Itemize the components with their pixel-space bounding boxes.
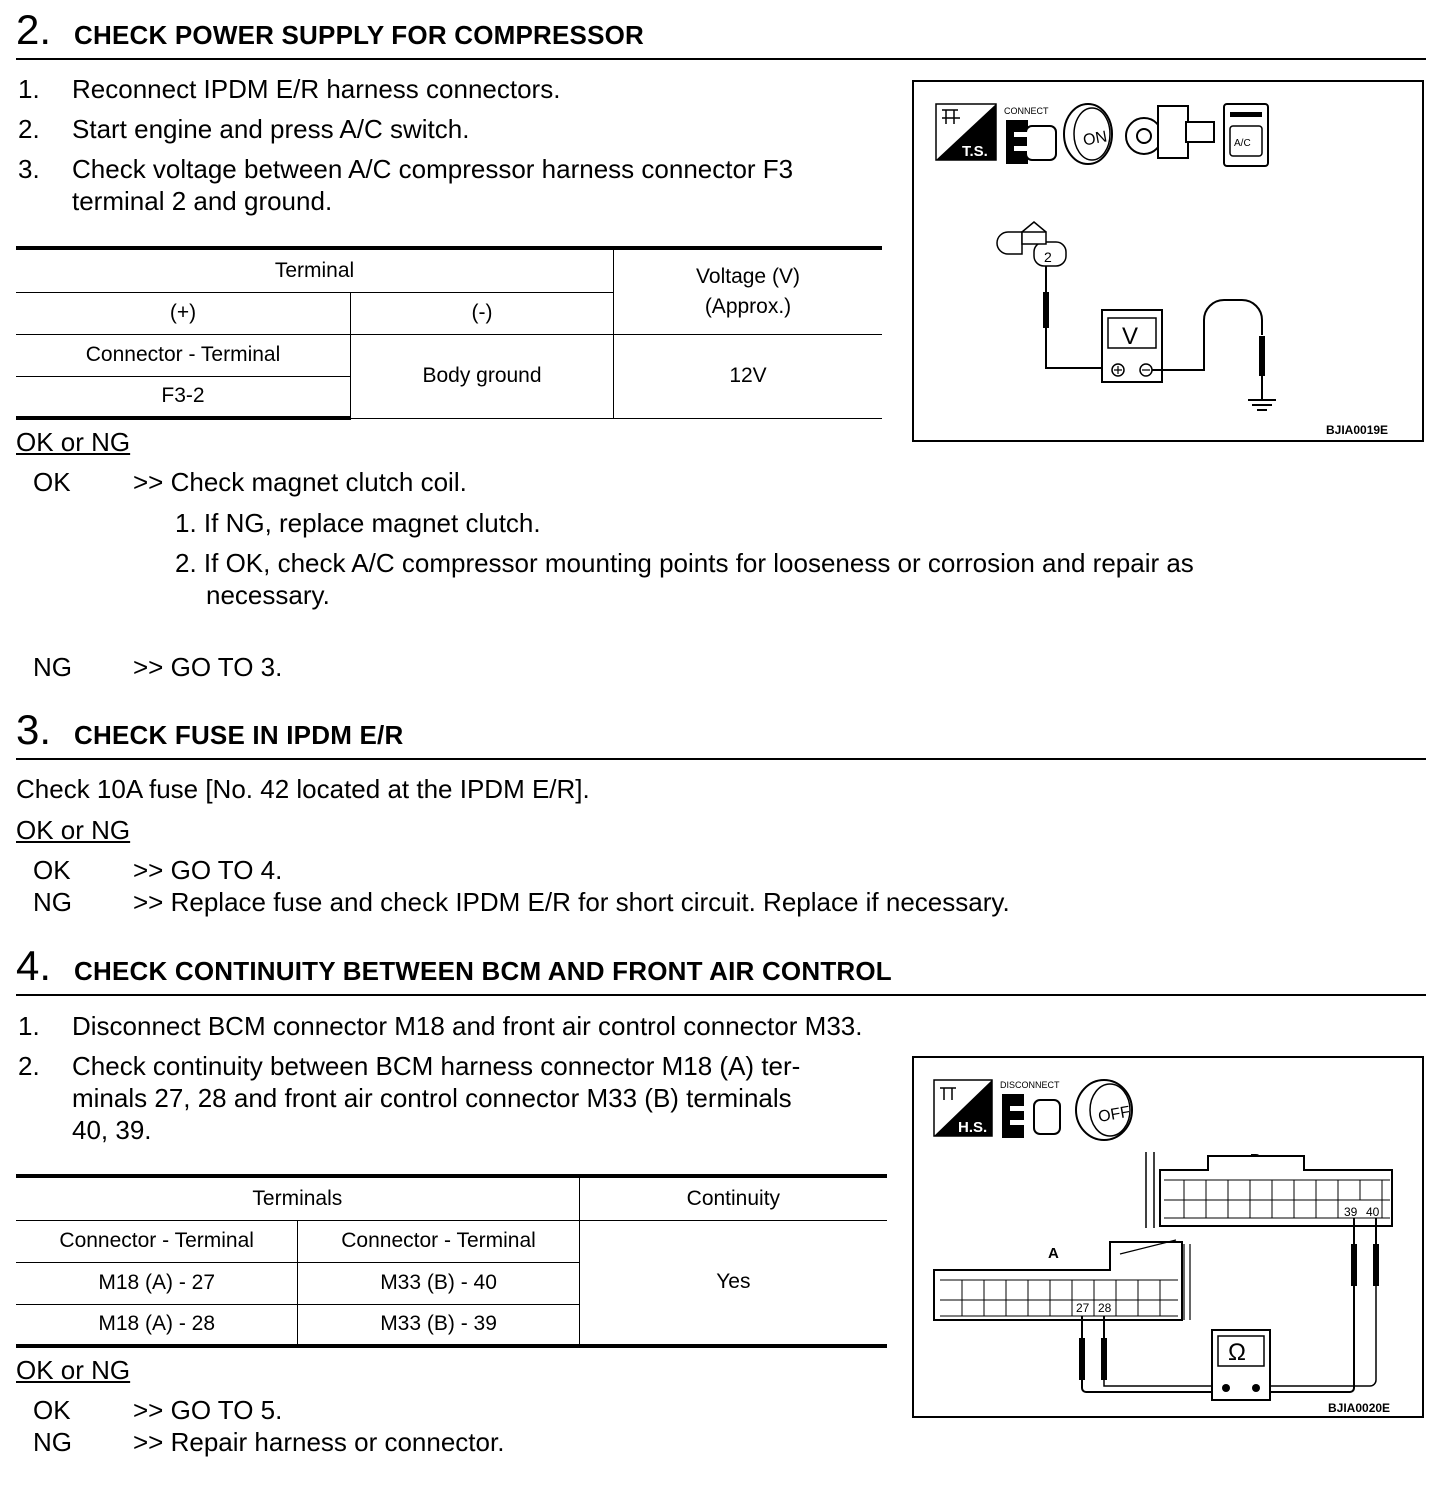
col2-header: Connector - Terminal bbox=[298, 1220, 579, 1262]
step-number: 2. bbox=[18, 1051, 40, 1081]
step-text: Check voltage between A/C compressor harness connector F3 bbox=[72, 154, 794, 184]
harness-connector-f3 bbox=[997, 222, 1066, 266]
ok-label: OK bbox=[33, 1395, 71, 1425]
ok-label: OK bbox=[33, 467, 71, 497]
ng-label: NG bbox=[33, 887, 72, 917]
row2-b-cell: M33 (B) - 39 bbox=[298, 1304, 579, 1346]
conn-term-header: Connector - Terminal bbox=[16, 334, 351, 376]
step-number: 1. bbox=[18, 1011, 40, 1041]
step-text: minals 27, 28 and front air control connector M33 (B) terminals bbox=[72, 1083, 792, 1113]
ok-or-ng-label: OK or NG bbox=[16, 427, 131, 457]
ground-symbol bbox=[1248, 400, 1276, 410]
voltmeter-label: V bbox=[1122, 323, 1139, 350]
ng-text: >> Repair harness or connector. bbox=[133, 1427, 505, 1457]
continuity-table bbox=[16, 1174, 887, 1348]
row1-a-cell: M18 (A) - 27 bbox=[16, 1262, 298, 1304]
step-text: Start engine and press A/C switch. bbox=[72, 114, 470, 144]
section-2-number: 2. bbox=[16, 6, 52, 53]
continuity-header: Continuity bbox=[579, 1176, 887, 1220]
ng-label: NG bbox=[33, 652, 72, 682]
voltmeter-icon bbox=[1102, 310, 1162, 382]
voltage-header-line2: (Approx.) bbox=[704, 294, 792, 318]
ng-text: >> GO TO 3. bbox=[133, 652, 283, 682]
step-text: Disconnect BCM connector M18 and front air control connector M33. bbox=[72, 1011, 863, 1041]
ignition-off-icon bbox=[1076, 1080, 1132, 1140]
terminal-2-label: 2 bbox=[1044, 249, 1052, 265]
step-text: terminal 2 and ground. bbox=[72, 186, 333, 216]
continuity-check-diagram bbox=[914, 1058, 1422, 1416]
plus-header: (+) bbox=[16, 292, 351, 334]
minus-header: (-) bbox=[351, 292, 614, 334]
ohmmeter-label: Ω bbox=[1228, 1339, 1246, 1366]
figure-code: BJIA0020E bbox=[1328, 1401, 1391, 1415]
probe-b-39 bbox=[1351, 1244, 1357, 1286]
voltage-header-line1: Voltage (V) bbox=[696, 264, 800, 288]
on-label: ON bbox=[1081, 128, 1109, 150]
section-3-title: CHECK FUSE IN IPDM E/R bbox=[74, 720, 404, 750]
section-4-header bbox=[16, 942, 1426, 996]
ac-switch-icon bbox=[1224, 104, 1268, 166]
ts-label: T.S. bbox=[962, 143, 988, 160]
disconnect-label: DISCONNECT bbox=[1000, 1080, 1060, 1090]
ng-text: >> Replace fuse and check IPDM E/R for short circuit. Replace if necessary. bbox=[133, 887, 1010, 917]
body-ground-cell: Body ground bbox=[351, 334, 614, 418]
connector-b bbox=[1146, 1152, 1392, 1228]
probe-right bbox=[1259, 336, 1265, 376]
probe-a-28 bbox=[1101, 1338, 1107, 1380]
ok-text: >> GO TO 4. bbox=[133, 855, 283, 885]
ok-sub-step-cont: necessary. bbox=[206, 580, 330, 610]
hs-icon bbox=[934, 1080, 992, 1136]
step-number: 3. bbox=[18, 154, 40, 184]
probe-left bbox=[1043, 292, 1049, 328]
section-4-title: CHECK CONTINUITY BETWEEN BCM AND FRONT AIR CONTROL bbox=[74, 956, 892, 986]
ignition-on-icon bbox=[1064, 104, 1112, 164]
disconnect-icon bbox=[1000, 1080, 1060, 1138]
ok-text: >> GO TO 5. bbox=[133, 1395, 283, 1425]
engine-running-icon bbox=[1126, 106, 1214, 158]
section-3-body: Check 10A fuse [No. 42 located at the IPDM E/R]. bbox=[16, 774, 590, 804]
row1-b-cell: M33 (B) - 40 bbox=[298, 1262, 579, 1304]
off-label: OFF bbox=[1096, 1103, 1132, 1126]
section-4-number: 4. bbox=[16, 942, 52, 989]
connector-a-label: A bbox=[1048, 1245, 1059, 1262]
section-2-title: CHECK POWER SUPPLY FOR COMPRESSOR bbox=[74, 20, 645, 50]
voltage-check-figure bbox=[912, 80, 1424, 442]
ng-label: NG bbox=[33, 1427, 72, 1457]
figure-code: BJIA0019E bbox=[1326, 423, 1389, 437]
ts-icon bbox=[936, 104, 996, 160]
step-number: 2. bbox=[18, 114, 40, 144]
step-text: 40, 39. bbox=[72, 1115, 152, 1145]
term-40-label: 40 bbox=[1366, 1205, 1380, 1219]
connect-label: CONNECT bbox=[1004, 106, 1049, 116]
col1-header: Connector - Terminal bbox=[16, 1220, 298, 1262]
step-text: Check continuity between BCM harness connector M18 (A) ter- bbox=[72, 1051, 801, 1081]
term-28-label: 28 bbox=[1098, 1301, 1112, 1315]
voltage-value-cell: 12V bbox=[614, 334, 883, 418]
step-text: Reconnect IPDM E/R harness connectors. bbox=[72, 74, 561, 104]
continuity-value-cell: Yes bbox=[579, 1220, 887, 1346]
terminals-header: Terminals bbox=[16, 1176, 579, 1220]
ok-text: >> Check magnet clutch coil. bbox=[133, 467, 467, 497]
connector-a bbox=[934, 1240, 1190, 1320]
section-3-number: 3. bbox=[16, 706, 52, 753]
step-number: 1. bbox=[18, 74, 40, 104]
section-2-header bbox=[16, 6, 1426, 60]
voltage-check-diagram bbox=[914, 82, 1422, 440]
term-39-label: 39 bbox=[1344, 1205, 1358, 1219]
voltage-header bbox=[614, 248, 883, 334]
ok-label: OK bbox=[33, 855, 71, 885]
ok-sub-step: 1. If NG, replace magnet clutch. bbox=[175, 508, 541, 538]
row2-a-cell: M18 (A) - 28 bbox=[16, 1304, 298, 1346]
plus-terminal-cell: F3-2 bbox=[16, 376, 351, 418]
hs-label: H.S. bbox=[958, 1119, 988, 1136]
connect-icon bbox=[1004, 106, 1056, 164]
terminal-header: Terminal bbox=[16, 248, 614, 292]
ok-or-ng-label: OK or NG bbox=[16, 1355, 131, 1385]
voltage-table bbox=[16, 246, 882, 420]
ok-or-ng-label: OK or NG bbox=[16, 815, 131, 845]
ohmmeter-icon bbox=[1212, 1330, 1270, 1400]
section-3-header bbox=[16, 706, 1426, 760]
ac-label: A/C bbox=[1234, 138, 1251, 149]
ok-sub-step: 2. If OK, check A/C compressor mounting points for looseness or corrosion and repair as bbox=[175, 548, 1194, 578]
continuity-check-figure bbox=[912, 1056, 1424, 1418]
probe-a-27 bbox=[1079, 1338, 1085, 1380]
probe-b-40 bbox=[1373, 1244, 1379, 1286]
term-27-label: 27 bbox=[1076, 1301, 1090, 1315]
